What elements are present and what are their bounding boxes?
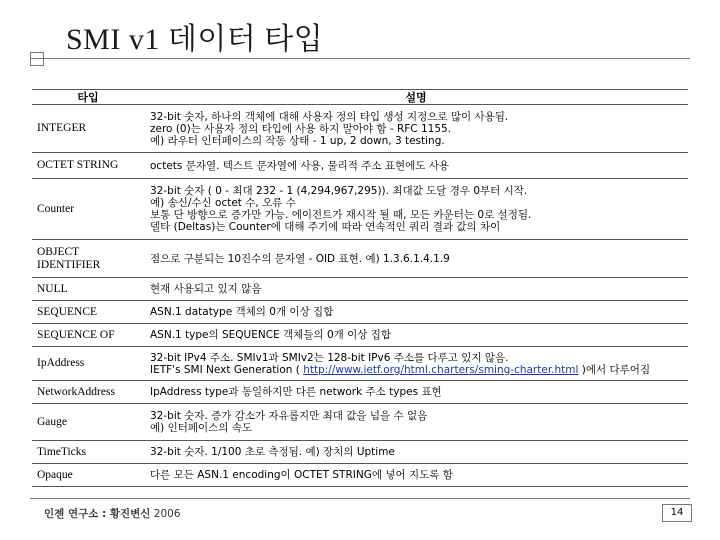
table-row [32,105,688,153]
table-row [32,441,688,464]
type-cell: Counter [32,179,145,240]
desc-cell: ASN.1 type의 SEQUENCE 객체들의 0개 이상 집합 [145,324,688,347]
desc-cell [145,179,688,240]
header-type: 타입 [32,90,145,105]
smi-types-table [32,89,688,487]
type-cell: OCTET STRING [32,153,145,179]
footer-year: 2006 [153,508,181,520]
desc-cell: ASN.1 datatype 객체의 0개 이상 집합 [145,301,688,324]
type-cell: IpAddress [32,347,145,381]
desc-cell [145,105,688,153]
table-row [32,179,688,240]
title-bullet-box [30,52,44,66]
table-row [32,324,688,347]
footer-rule [30,498,690,499]
desc-line: 예) 라우터 인터페이스의 작동 상태 - 1 up, 2 down, 3 testing. [150,134,445,147]
desc-cell: IpAddress type과 동일하지만 다른 network 주소 types 표현 [145,381,688,404]
desc-line: 32-bit 숫자, 하나의 객체에 대해 사용자 정의 타입 생성 지정으로 많이 사용됨. [150,110,509,123]
type-cell: SEQUENCE [32,301,145,324]
type-cell: TimeTicks [32,441,145,464]
desc-line: 예) 송신/수신 octet 수, 오류 수 [150,197,296,209]
footer-credit [44,506,181,521]
desc-line: 32-bit IPv4 주소. SMIv1과 SMIv2는 128-bit IPv6 주소를 다루고 있지 않음. [150,351,509,364]
desc-cell [145,153,688,179]
desc-cell: 현재 사용되고 있지 않음 [145,278,688,301]
desc-line: 32-bit 숫자. 증가 감소가 자유롭지만 최대 값을 넘을 수 없음 [150,410,428,422]
table-row [32,153,688,179]
type-cell: NULL [32,278,145,301]
page-number: 14 [662,504,692,522]
type-cell: Opaque [32,464,145,487]
desc-line: 보통 단 방향으로 증가만 가능. 에이전트가 재시작 될 때, 모든 카운터는 0로 설정됨. [150,209,532,221]
ietf-sming-link[interactable]: http://www.ietf.org/html.charters/sming-charter.html [303,363,579,376]
table-row [32,381,688,404]
table-row [32,301,688,324]
table-row [32,464,688,487]
type-cell: Gauge [32,404,145,441]
type-cell: NetworkAddress [32,381,145,404]
table-row [32,404,688,441]
desc-cell [145,240,688,278]
table-row [32,278,688,301]
header-description: 설명 [145,90,688,105]
desc-line: octets 문자열. 텍스트 문자열에 사용, 물리적 주소 표현에도 사용 [150,159,450,172]
title-underline [30,58,690,59]
desc-cell [145,404,688,441]
desc-text: )에서 다루어짐 [578,363,651,376]
desc-line: 델타 (Deltas)는 Counter에 대해 주기에 따라 연속적인 쿼리 결과 값의 차이 [150,221,501,233]
slide-title: SMI v1 데이터 타입 [66,23,324,56]
table-header-row [32,90,688,105]
desc-line [150,364,682,376]
table-row [32,347,688,381]
desc-cell [145,347,688,381]
desc-cell: 다른 모든 ASN.1 encoding이 OCTET STRING에 넣어 지도록 함 [145,464,688,487]
desc-line: zero (0)는 사용자 정의 타입에 사용 하지 말아야 함 - RFC 1155. [150,122,452,135]
type-cell: INTEGER [32,105,145,153]
table-row [32,240,688,278]
desc-line: 예) 인터페이스의 속도 [150,422,253,434]
footer-org: 인젠 연구소 : 황진변신 [44,508,151,520]
type-cell: OBJECT IDENTIFIER [32,240,145,278]
desc-line: 32-bit 숫자 ( 0 - 최대 232 - 1 (4,294,967,295)). 최대값 도달 경우 0부터 시작. [150,185,528,197]
desc-line: 점으로 구분되는 10진수의 문자열 - OID 표현. 예) 1.3.6.1.4.1.9 [150,252,450,265]
type-cell: SEQUENCE OF [32,324,145,347]
desc-cell: 32-bit 숫자. 1/100 초로 측정됨. 예) 장치의 Uptime [145,441,688,464]
desc-text: IETF's SMI Next Generation ( [150,363,304,376]
